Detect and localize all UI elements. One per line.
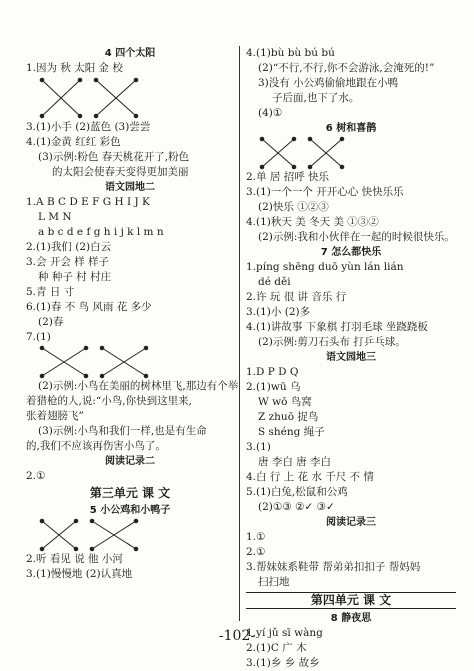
answer-line: (2)春: [38, 316, 64, 328]
alphabet-lower: a b c d e f g h i j k l m n: [38, 226, 164, 238]
answer-line: (2)快乐 ①②③: [258, 201, 329, 213]
page-number: -102-: [218, 628, 256, 644]
matching-diagram: [36, 345, 156, 379]
answer-line: 4.(1)金黄 红红 彩色: [26, 136, 121, 148]
answer-line: 2.(1)C 广 木: [246, 642, 307, 654]
answer-line: 4.(1)秋天 美 冬天 美 ①③②: [246, 216, 379, 228]
answer-line: (2)示例:我和小伙伴在一起的时候很快乐。: [258, 231, 455, 243]
answer-line: 张着翅膀飞”: [26, 410, 84, 422]
section-garden-3: 语文园地三: [326, 352, 376, 363]
right-column: [246, 46, 456, 671]
matching-lines-q7: [26, 345, 234, 379]
answer-line: 着猎枪的人,说:“小鸟,你快到这里来,: [26, 395, 192, 407]
answer-line: 3.(1): [246, 441, 271, 453]
matching-diagram: [256, 136, 376, 170]
unit-4-title: 第四单元 课 文: [246, 592, 456, 609]
matching-lines-magpie: [246, 136, 456, 170]
answer-line: 2.许 玩 很 讲 音乐 行: [246, 291, 347, 303]
answer-line: S shéng 绳子: [258, 426, 325, 438]
answer-line: (2)示例:小鸟在美丽的树林里飞,那边有个举: [38, 380, 239, 392]
answer-line: 7.(1): [26, 331, 51, 343]
answer-line: 2.听 看见 说 他 小河: [26, 553, 123, 565]
answer-line: 2.①: [246, 546, 266, 558]
answer-line: 2.单 居 招呼 快乐: [246, 171, 330, 183]
pinyin-line: 1.píng shēng duō yùn lán lián: [246, 261, 404, 273]
answer-line: 4.(1)讲故事 下象棋 打羽毛球 坐跷跷板: [246, 321, 428, 333]
answer-line: Z zhuō 捉鸟: [258, 411, 319, 423]
section-happy: 7 怎么都快乐: [320, 247, 382, 258]
matching-lines-q2: [26, 76, 234, 120]
answer-line: 2.(1)wū 乌: [246, 381, 301, 393]
pinyin-line: dé děi: [258, 276, 291, 288]
section-reading-2: 阅读记录二: [105, 456, 155, 467]
answer-line: (2)“不行,不行,你不会游泳,会淹死的!”: [258, 62, 435, 74]
answer-line: 3.(1)慢慢地 (2)认真地: [26, 568, 133, 580]
answer-line: 1.因为 秋 太阳 金 校: [26, 62, 123, 74]
answer-line: 5.青 日 寸: [26, 286, 75, 298]
answer-line: 的太阳会使春天变得更加美丽: [52, 166, 189, 178]
answer-line: 子后面,也下了水。: [272, 92, 360, 104]
answer-line: 2.(1)我们 (2)白云: [26, 241, 112, 253]
answer-line: 3.(1)小手 (2)蓝色 (3)尝尝: [26, 121, 151, 133]
answer-line: (2)示例:剪刀石头布 打乒乓球。: [258, 336, 406, 348]
answer-line: (3)示例:粉色 春天桃花开了,粉色: [38, 151, 190, 163]
section-ducks: 5 小公鸡和小鸭子: [89, 505, 171, 516]
matching-lines-ducks: [26, 518, 234, 552]
pinyin-line: 1.yí jǔ sī wàng: [246, 627, 323, 639]
answer-line: 3.(1)一个一个 开开心心 快快乐乐: [246, 186, 404, 198]
answer-line: (3)示例:小鸟和我们一样,也是有生命: [38, 425, 207, 437]
answer-line: 1.D P D Q: [246, 366, 299, 378]
alphabet-upper: 1.A B C D E F G H I J K: [26, 196, 150, 208]
answer-line: 2.①: [26, 470, 46, 482]
answer-line: 种 种子 村 村庄: [38, 271, 112, 283]
matching-diagram: [36, 76, 146, 120]
alphabet-upper-2: L M N: [38, 211, 72, 223]
answer-line: 扫扫地: [258, 576, 290, 588]
answer-line: 唐 李白 唐 李白: [258, 456, 332, 468]
answer-line: 4.(1)bù bù bú bú: [246, 47, 335, 59]
unit-3-title: 第三单元 课 文: [89, 486, 171, 500]
section-four-suns: 4 四个太阳: [104, 48, 156, 59]
answer-line: (4)①: [258, 107, 283, 119]
section-night: 8 静夜思: [330, 613, 372, 624]
answer-line: 3.会 开会 样 样子: [26, 256, 110, 268]
answer-line: 3.(1)乡 乡 故乡: [246, 657, 320, 669]
answer-line: 3.(1)小 (2)多: [246, 306, 311, 318]
answer-line: 4.白 行 上 花 水 千尺 不 情: [246, 471, 374, 483]
left-column: [26, 46, 239, 582]
answer-line: 1.①: [246, 531, 266, 543]
answer-line: 3.帮妹妹系鞋带 帮弟弟扣扣子 帮妈妈: [246, 561, 421, 573]
section-garden-2: 语文园地二: [105, 182, 155, 193]
section-magpie: 6 树和喜鹊: [325, 123, 377, 134]
answer-line: 的,我们不应该再伤害小鸟了。: [26, 440, 166, 452]
column-divider: [239, 46, 240, 621]
answer-line: W wō 鸟窝: [258, 396, 312, 408]
answer-line: 6.(1)春 不 鸟 风雨 花 多少: [26, 301, 152, 313]
section-reading-3: 阅读记录三: [326, 517, 376, 528]
matching-diagram: [36, 518, 156, 552]
answer-line: (2)①③ ②✓ ③✓: [258, 501, 335, 513]
answer-line: 5.(1)白兔,松鼠和公鸡: [246, 486, 348, 498]
answer-line: 3)没有 小公鸡偷偷地跟在小鸭: [258, 77, 399, 89]
